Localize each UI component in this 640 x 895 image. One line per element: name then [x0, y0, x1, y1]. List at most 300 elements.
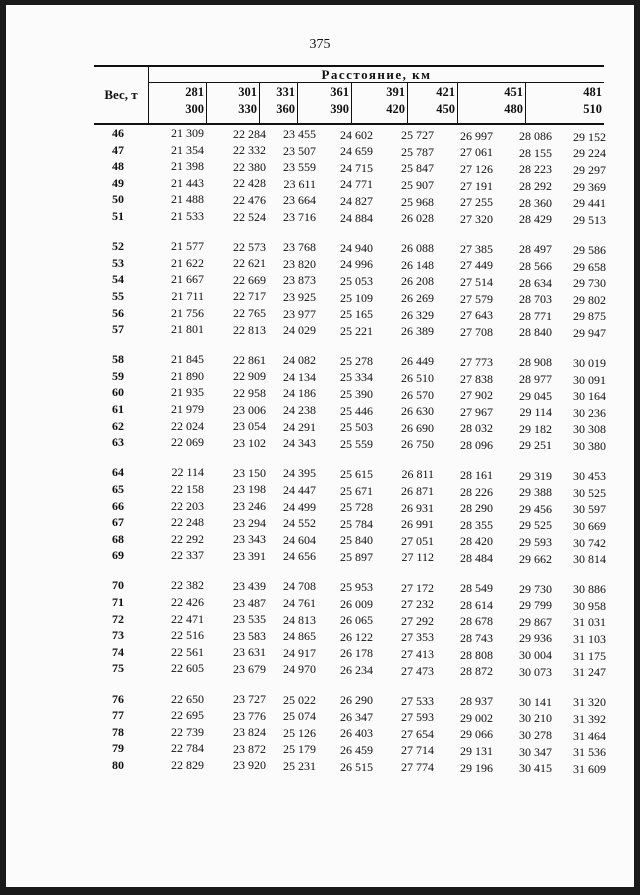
tariff-cell: 22 380	[233, 159, 266, 174]
tariff-cell: 28 549	[460, 581, 493, 596]
table-row	[6, 482, 634, 498]
tariff-cell: 22 428	[233, 176, 266, 191]
document-page	[6, 5, 634, 887]
tariff-cell: 23 768	[283, 240, 316, 255]
tariff-cell: 28 355	[460, 517, 493, 532]
tariff-cell: 26 065	[340, 613, 373, 628]
table-row	[6, 176, 634, 192]
tariff-cell: 26 630	[401, 404, 434, 419]
tariff-cell: 31 175	[573, 648, 606, 663]
tariff-cell: 26 459	[340, 742, 373, 757]
tariff-cell: 28 703	[519, 292, 552, 307]
table-row	[6, 239, 634, 255]
table-row	[6, 692, 634, 708]
tariff-cell: 25 221	[340, 323, 373, 338]
tariff-cell: 29 658	[573, 259, 606, 274]
weight-cell: 74	[112, 644, 124, 659]
weight-cell: 46	[112, 126, 124, 140]
table-row	[6, 209, 634, 225]
tariff-cell: 22 829	[171, 757, 204, 772]
tariff-cell: 28 226	[460, 484, 493, 499]
tariff-cell: 24 186	[283, 386, 316, 401]
tariff-cell: 23 054	[233, 419, 266, 434]
tariff-cell: 24 771	[340, 177, 373, 192]
tariff-cell: 22 114	[171, 465, 204, 480]
tariff-cell: 25 559	[340, 436, 373, 451]
tariff-cell: 23 391	[233, 548, 266, 563]
tariff-cell: 21 667	[171, 272, 204, 287]
tariff-cell: 21 354	[171, 142, 204, 157]
weight-cell: 49	[112, 175, 124, 190]
weight-cell: 61	[112, 402, 124, 416]
tariff-cell: 21 443	[171, 175, 204, 190]
tariff-cell: 23 150	[233, 465, 266, 480]
tariff-cell: 24 827	[340, 194, 373, 209]
tariff-cell: 27 714	[401, 743, 434, 758]
tariff-cell: 25 968	[401, 194, 434, 209]
weight-cell: 58	[112, 352, 124, 367]
tariff-cell: 25 671	[340, 483, 373, 498]
tariff-cell: 28 566	[519, 258, 552, 273]
tariff-cell: 27 191	[460, 178, 493, 193]
tariff-cell: 29 251	[519, 438, 552, 453]
table-row	[6, 352, 634, 371]
tariff-cell: 26 389	[401, 324, 434, 339]
table-row	[6, 741, 634, 760]
weight-cell: 73	[112, 628, 124, 643]
tariff-cell: 29 224	[573, 146, 606, 161]
tariff-cell: 29 196	[460, 760, 493, 775]
weight-cell: 80	[112, 757, 124, 772]
weight-cell: 57	[112, 322, 124, 337]
weight-cell: 68	[112, 531, 124, 546]
tariff-cell: 21 890	[171, 368, 204, 383]
tariff-cell: 26 510	[401, 370, 434, 385]
tariff-cell: 21 577	[171, 239, 204, 254]
weight-cell: 69	[112, 548, 124, 563]
weight-cell: 62	[112, 418, 124, 433]
tariff-cell: 25 231	[283, 758, 316, 773]
tariff-cell: 25 503	[340, 420, 373, 435]
tariff-cell: 21 979	[171, 402, 204, 416]
range-from: 301	[238, 85, 257, 99]
tariff-cell: 27 320	[460, 211, 493, 226]
tariff-cell: 27 514	[460, 275, 493, 290]
tariff-cell: 21 488	[171, 192, 204, 207]
tariff-cell: 26 269	[401, 291, 434, 306]
tariff-cell: 28 937	[460, 694, 493, 709]
table-row	[6, 515, 634, 531]
tariff-cell: 29 297	[573, 163, 606, 178]
table-row	[6, 708, 634, 724]
tariff-cell: 21 309	[171, 126, 204, 140]
tariff-cell: 24 602	[340, 127, 373, 142]
tariff-cell: 22 203	[171, 498, 204, 513]
tariff-cell: 23 455	[283, 127, 316, 142]
tariff-cell: 28 420	[460, 534, 493, 549]
tariff-cell: 25 278	[340, 353, 373, 368]
tariff-cell: 24 552	[283, 516, 316, 531]
tariff-cell: 23 439	[233, 578, 266, 593]
tariff-cell: 29 152	[573, 129, 606, 144]
tariff-cell: 27 051	[401, 533, 434, 548]
table-row	[6, 758, 634, 774]
tariff-cell: 26 290	[340, 693, 373, 708]
distance-range-5	[408, 83, 458, 123]
range-to: 390	[330, 102, 349, 116]
tariff-cell: 26 148	[401, 257, 434, 272]
tariff-cell: 27 292	[401, 613, 434, 628]
tariff-cell: 25 179	[283, 742, 316, 757]
tariff-cell: 27 902	[460, 388, 493, 403]
tariff-cell: 26 178	[340, 646, 373, 661]
tariff-cell: 26 515	[340, 759, 373, 774]
weight-cell: 70	[112, 578, 124, 593]
tariff-cell: 22 337	[171, 548, 204, 563]
tariff-cell: 24 917	[283, 645, 316, 660]
distance-header: Расстояние, км	[149, 67, 604, 83]
table-header	[94, 65, 604, 125]
tariff-cell: 27 255	[460, 195, 493, 210]
table-row	[6, 322, 634, 338]
range-from: 331	[276, 85, 295, 99]
tariff-cell: 30 415	[519, 761, 552, 776]
tariff-cell: 28 678	[460, 614, 493, 629]
tariff-cell: 23 631	[233, 645, 266, 660]
weight-cell: 53	[112, 255, 124, 270]
tariff-cell: 22 471	[171, 611, 204, 626]
tariff-cell: 29 182	[519, 421, 552, 436]
tariff-cell: 21 756	[171, 305, 204, 320]
tariff-cell: 24 865	[283, 629, 316, 644]
table-row	[6, 725, 634, 741]
tariff-cell: 31 247	[573, 665, 606, 680]
tariff-cell: 22 426	[171, 595, 204, 609]
tariff-cell: 22 958	[233, 385, 266, 400]
tariff-cell: 23 559	[283, 160, 316, 175]
tariff-cell: 22 524	[233, 209, 266, 224]
range-to: 300	[185, 102, 204, 116]
tariff-cell: 26 088	[401, 241, 434, 256]
weight-cell: 59	[112, 368, 124, 383]
tariff-cell: 30 308	[573, 422, 606, 437]
tariff-cell: 22 561	[171, 644, 204, 659]
tariff-cell: 30 525	[573, 485, 606, 500]
tariff-cell: 25 074	[283, 709, 316, 724]
tariff-cell: 23 487	[233, 595, 266, 610]
weight-cell: 56	[112, 305, 124, 320]
distance-range-2	[260, 83, 298, 123]
tariff-cell: 26 234	[340, 663, 373, 678]
tariff-cell: 23 664	[283, 193, 316, 208]
tariff-cell: 27 413	[401, 646, 434, 661]
weight-cell: 75	[112, 661, 124, 676]
tariff-cell: 30 091	[573, 372, 606, 387]
tariff-cell: 28 977	[519, 372, 552, 387]
weight-cell: 47	[112, 142, 124, 157]
tariff-cell: 25 784	[340, 516, 373, 531]
tariff-cell: 27 473	[401, 663, 434, 678]
tariff-cell: 27 838	[460, 371, 493, 386]
tariff-cell: 21 801	[171, 322, 204, 337]
tariff-cell: 28 808	[460, 647, 493, 662]
table-row	[6, 465, 634, 484]
tariff-cell: 23 246	[233, 499, 266, 514]
tariff-cell: 30 019	[573, 356, 606, 371]
tariff-cell: 22 813	[233, 322, 266, 337]
tariff-cell: 27 353	[401, 630, 434, 645]
tariff-cell: 28 771	[519, 308, 552, 323]
table-row	[6, 578, 634, 597]
tariff-cell: 30 164	[573, 389, 606, 404]
tariff-cell: 27 061	[460, 145, 493, 160]
distance-range-0	[149, 83, 207, 123]
tariff-cell: 29 730	[519, 581, 552, 596]
table-row	[6, 628, 634, 647]
tariff-cell: 22 476	[233, 192, 266, 207]
tariff-cell: 28 614	[460, 597, 493, 612]
tariff-cell: 29 586	[573, 242, 606, 257]
tariff-cell: 24 604	[283, 532, 316, 547]
tariff-cell: 23 198	[233, 482, 266, 497]
tariff-cell: 25 953	[340, 580, 373, 595]
tariff-cell: 27 533	[401, 693, 434, 708]
tariff-cell: 28 360	[519, 195, 552, 210]
tariff-cell: 29 369	[573, 179, 606, 194]
distance-range-4	[352, 83, 408, 123]
tariff-cell: 24 996	[340, 257, 373, 272]
tariff-cell: 22 784	[171, 741, 204, 756]
range-from: 481	[583, 85, 602, 99]
tariff-cell: 25 390	[340, 387, 373, 402]
table-row	[6, 385, 634, 404]
tariff-cell: 23 535	[233, 612, 266, 627]
tariff-cell: 29 947	[573, 325, 606, 340]
tariff-cell: 27 654	[401, 726, 434, 741]
tariff-cell: 28 743	[460, 630, 493, 645]
tariff-cell: 24 656	[283, 549, 316, 564]
tariff-cell: 29 875	[573, 309, 606, 324]
tariff-cell: 22 573	[233, 239, 266, 254]
tariff-cell: 23 925	[283, 289, 316, 304]
tariff-cell: 29 456	[519, 501, 552, 516]
tariff-cell: 21 398	[171, 159, 204, 174]
tariff-cell: 23 872	[233, 741, 266, 756]
tariff-cell: 29 593	[519, 534, 552, 549]
tariff-cell: 24 708	[283, 579, 316, 594]
tariff-cell: 24 447	[283, 482, 316, 497]
table-row	[6, 548, 634, 567]
weight-cell: 65	[112, 481, 124, 496]
tariff-cell: 26 690	[401, 420, 434, 435]
tariff-cell: 29 319	[519, 468, 552, 483]
tariff-cell: 28 086	[519, 129, 552, 144]
tariff-cell: 22 909	[233, 369, 266, 384]
tariff-cell: 24 134	[283, 369, 316, 384]
tariff-cell: 27 643	[460, 308, 493, 323]
tariff-cell: 30 453	[573, 469, 606, 484]
table-row	[6, 159, 634, 178]
table-row	[6, 595, 634, 611]
tariff-cell: 22 605	[171, 661, 204, 676]
tariff-cell: 22 382	[171, 578, 204, 593]
tariff-cell: 29 867	[519, 614, 552, 629]
range-from: 361	[330, 85, 349, 99]
tariff-cell: 23 727	[233, 692, 266, 707]
tariff-cell: 30 380	[573, 439, 606, 454]
weight-cell: 60	[112, 385, 124, 400]
tariff-cell: 26 028	[401, 211, 434, 226]
table-row	[6, 192, 634, 211]
tariff-cell: 23 611	[283, 176, 316, 191]
tariff-cell: 25 897	[340, 549, 373, 564]
range-to: 330	[238, 102, 257, 116]
tariff-cell: 30 210	[519, 711, 552, 726]
tariff-cell: 25 907	[401, 177, 434, 192]
tariff-cell: 31 464	[573, 728, 606, 743]
tariff-cell: 25 840	[340, 533, 373, 548]
tariff-cell: 25 847	[401, 161, 434, 176]
tariff-cell: 25 727	[401, 128, 434, 143]
tariff-cell: 23 294	[233, 515, 266, 530]
tariff-cell: 29 730	[573, 276, 606, 291]
table-row	[6, 126, 634, 142]
tariff-cell: 26 009	[340, 596, 373, 611]
table-row	[6, 435, 634, 454]
tariff-cell: 24 029	[283, 323, 316, 338]
weight-cell: 66	[112, 498, 124, 513]
weight-cell: 51	[112, 209, 124, 223]
weight-cell: 54	[112, 272, 124, 287]
weight-cell: 55	[112, 288, 124, 303]
tariff-cell: 26 811	[401, 467, 434, 482]
tariff-cell: 28 908	[519, 355, 552, 370]
tariff-cell: 22 621	[233, 256, 266, 271]
tariff-cell: 25 446	[340, 403, 373, 418]
weight-cell: 78	[112, 724, 124, 739]
tariff-cell: 24 813	[283, 612, 316, 627]
tariff-cell: 30 742	[573, 535, 606, 550]
distance-range-1	[207, 83, 260, 123]
tariff-cell: 23 006	[233, 402, 266, 417]
tariff-cell: 29 936	[519, 631, 552, 646]
tariff-cell: 28 429	[519, 212, 552, 227]
tariff-cell: 26 997	[460, 128, 493, 143]
tariff-cell: 26 931	[401, 500, 434, 515]
tariff-cell: 27 126	[460, 161, 493, 176]
table-row	[6, 419, 634, 435]
distance-range-3	[298, 83, 352, 123]
weight-cell: 48	[112, 159, 124, 174]
range-from: 451	[504, 85, 523, 99]
tariff-cell: 28 840	[519, 325, 552, 340]
tariff-cell: 27 232	[401, 597, 434, 612]
tariff-cell: 30 073	[519, 664, 552, 679]
tariff-cell: 27 579	[460, 291, 493, 306]
tariff-cell: 26 871	[401, 484, 434, 499]
tariff-cell: 22 650	[171, 691, 204, 706]
tariff-cell: 23 776	[233, 708, 266, 723]
tariff-cell: 31 392	[573, 711, 606, 726]
tariff-cell: 26 329	[401, 307, 434, 322]
weight-cell: 77	[112, 708, 124, 723]
tariff-cell: 29 441	[573, 196, 606, 211]
tariff-cell: 24 395	[283, 466, 316, 481]
tariff-cell: 24 238	[283, 403, 316, 418]
tariff-cell: 24 343	[283, 436, 316, 451]
tariff-cell: 27 112	[401, 550, 434, 565]
tariff-cell: 24 715	[340, 160, 373, 175]
table-row	[6, 402, 634, 418]
tariff-cell: 26 122	[340, 629, 373, 644]
weight-cell: 64	[112, 465, 124, 480]
tariff-cell: 29 525	[519, 518, 552, 533]
tariff-cell: 28 634	[519, 275, 552, 290]
weight-column-header: Вес, т	[94, 67, 149, 123]
tariff-cell: 22 024	[171, 418, 204, 433]
tariff-cell: 25 615	[340, 466, 373, 481]
range-from: 281	[185, 85, 204, 99]
tariff-cell: 22 248	[171, 515, 204, 530]
tariff-cell: 22 516	[171, 628, 204, 643]
tariff-cell: 29 662	[519, 551, 552, 566]
tariff-cell: 28 484	[460, 551, 493, 566]
table-row	[6, 256, 634, 272]
tariff-cell: 23 102	[233, 435, 266, 450]
tariff-cell: 26 403	[340, 726, 373, 741]
weight-cell: 79	[112, 741, 124, 756]
tariff-cell: 23 507	[283, 143, 316, 158]
tariff-cell: 23 920	[233, 758, 266, 773]
tariff-cell: 27 385	[460, 241, 493, 256]
range-to: 360	[276, 102, 295, 116]
tariff-cell: 24 082	[283, 353, 316, 368]
tariff-cell: 27 967	[460, 404, 493, 419]
tariff-cell: 29 002	[460, 710, 493, 725]
table-row	[6, 612, 634, 628]
weight-cell: 71	[112, 595, 124, 609]
tariff-cell: 25 728	[340, 500, 373, 515]
tariff-cell: 31 031	[573, 615, 606, 630]
weight-cell: 52	[112, 239, 124, 254]
tariff-cell: 22 695	[171, 708, 204, 723]
tariff-cell: 22 284	[233, 126, 266, 141]
tariff-cell: 28 872	[460, 664, 493, 679]
tariff-cell: 31 536	[573, 745, 606, 760]
tariff-cell: 29 513	[573, 212, 606, 227]
tariff-cell: 24 291	[283, 419, 316, 434]
tariff-cell: 21 711	[171, 288, 204, 303]
tariff-cell: 21 935	[171, 385, 204, 400]
tariff-cell: 28 223	[519, 162, 552, 177]
tariff-cell: 26 347	[340, 709, 373, 724]
table-row	[6, 306, 634, 322]
tariff-cell: 30 278	[519, 727, 552, 742]
range-from: 391	[386, 85, 405, 99]
tariff-cell: 25 787	[401, 144, 434, 159]
tariff-cell: 31 320	[573, 695, 606, 710]
table-row	[6, 661, 634, 680]
tariff-cell: 23 820	[283, 256, 316, 271]
tariff-cell: 21 622	[171, 255, 204, 270]
tariff-cell: 31 103	[573, 632, 606, 647]
tariff-cell: 24 761	[283, 596, 316, 611]
tariff-cell: 29 131	[460, 744, 493, 759]
tariff-cell: 28 161	[460, 468, 493, 483]
tariff-cell: 30 141	[519, 694, 552, 709]
tariff-cell: 30 004	[519, 648, 552, 663]
tariff-cell: 30 236	[573, 405, 606, 420]
